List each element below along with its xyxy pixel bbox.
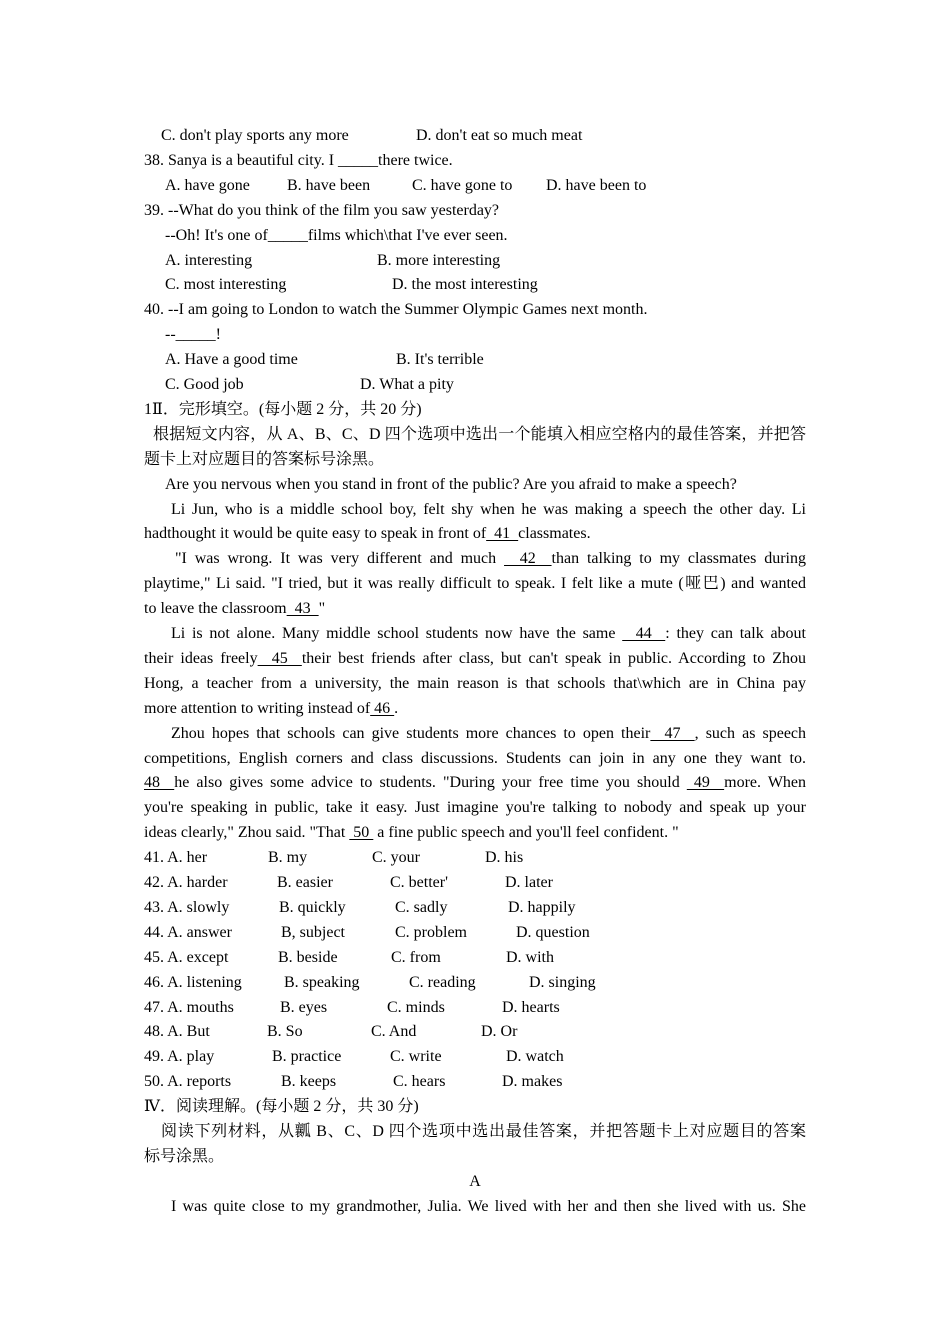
option-choice: B. So: [267, 1023, 303, 1041]
text-line: [144, 373, 806, 398]
text-segment: a fine public speech and you'll feel confident. ": [373, 824, 679, 842]
answer-blank: 46: [370, 699, 395, 717]
option-choice: 46. A. listening: [144, 973, 242, 991]
text-segment: Li Jun, who is a middle school boy, felt shy when he was making a speech the other day. Li: [171, 500, 806, 518]
text-line: [144, 1145, 806, 1170]
text-segment: ideas clearly," Zhou said. "That: [144, 824, 350, 842]
option-choice: C. Good job: [165, 376, 244, 393]
option-choice: C. sadly: [395, 898, 448, 916]
option-choice: C. hears: [393, 1073, 446, 1091]
text-segment: Are you nervous when you stand in front of the public? Are you afraid to make a speech?: [165, 475, 737, 493]
option-choice: C. from: [391, 948, 441, 966]
answer-blank: 50: [349, 824, 374, 842]
text-segment: Hong, a teacher from a university, the main reason is that schools that\which are in China pay: [144, 674, 806, 692]
text-line: [144, 522, 806, 547]
text-line: [144, 1045, 806, 1070]
text-segment: there twice.: [378, 151, 453, 169]
text-segment: Ⅳ．阅读理解。(每小题 2 分，共 30 分): [144, 1098, 419, 1116]
text-line: [144, 448, 806, 473]
text-line: [144, 249, 806, 274]
option-choice: C. problem: [395, 923, 467, 941]
text-line: [144, 174, 806, 199]
text-line: [144, 1095, 806, 1120]
text-line: [144, 224, 806, 249]
answer-blank: 49: [686, 774, 725, 792]
option-choice: D. later: [505, 874, 553, 891]
text-line: [144, 473, 806, 498]
text-segment: competitions, English corners and class discussions. Students can join in any one they want to.: [144, 749, 806, 767]
text-segment: 39. --What do you think of the film you saw yesterday?: [144, 201, 500, 219]
option-choice: 42. A. harder: [144, 874, 228, 891]
option-choice: B. speaking: [284, 973, 360, 991]
text-line: [144, 1070, 806, 1095]
option-choice: D. with: [506, 948, 554, 966]
option-choice: 45. A. except: [144, 948, 229, 966]
text-line: [144, 821, 806, 846]
option-choice: C. minds: [387, 998, 445, 1016]
text-line: [144, 1020, 806, 1045]
text-line: [144, 871, 806, 896]
option-choice: B. eyes: [280, 998, 328, 1016]
text-line: [144, 996, 806, 1021]
text-segment: 1Ⅱ．完形填空。(每小题 2 分，共 20 分): [144, 400, 422, 418]
text-segment: more. When: [724, 774, 807, 792]
answer-blank: 47: [650, 724, 695, 742]
option-choice: 50. A. reports: [144, 1073, 232, 1091]
text-segment: you're speaking in public, take it easy. Just imagine you're talking to nobody and speak up your: [144, 799, 806, 817]
option-choice: A. interesting: [165, 251, 253, 269]
option-choice: A. Have a good time: [165, 351, 298, 369]
option-choice: B. practice: [272, 1048, 342, 1066]
text-line: [144, 796, 806, 821]
answer-blank: 44: [622, 625, 666, 642]
text-segment: he also gives some advice to students. "During your free time you should: [174, 774, 687, 792]
text-line: [144, 572, 806, 597]
option-choice: B. my: [268, 849, 308, 867]
text-segment: classmates.: [518, 525, 591, 543]
text-segment: their ideas freely: [144, 649, 258, 667]
text-line: [144, 1120, 806, 1145]
text-segment: more attention to writing instead of: [144, 699, 371, 717]
option-choice: B. beside: [278, 948, 338, 966]
option-choice: B. It's terrible: [396, 351, 484, 369]
text-line: [144, 697, 806, 722]
option-choice: D. question: [516, 923, 590, 941]
text-segment: ": [318, 600, 326, 618]
text-line: [144, 398, 806, 423]
option-choice: D. singing: [529, 973, 596, 991]
option-choice: C. write: [390, 1048, 442, 1066]
option-choice: D. happily: [508, 898, 576, 916]
text-segment: : they can talk about: [665, 625, 807, 642]
text-segment: 阅读下列材料，从瓤 B、C、D 四个选项中选出最佳答案，并把答题卡上对应题目的答案: [161, 1123, 806, 1140]
text-line: [144, 547, 806, 572]
text-segment: 40. --I am going to London to watch the Summer Olympic Games next month.: [144, 301, 648, 319]
text-segment: A: [469, 1172, 481, 1190]
text-segment: , such as speech: [694, 724, 807, 742]
option-choice: C. have gone to: [412, 176, 513, 194]
text-line: [144, 647, 806, 672]
text-line: [144, 771, 806, 796]
text-line: [144, 846, 806, 871]
text-segment: 标号涂黑。: [144, 1147, 225, 1165]
text-segment: 38. Sanya is a beautiful city. I: [144, 151, 339, 169]
text-line: [144, 149, 806, 174]
option-choice: C. better': [390, 874, 448, 891]
text-line: [144, 896, 806, 921]
text-line: [144, 423, 806, 448]
text-segment: C. don't play sports any more: [161, 127, 349, 144]
option-choice: B. keeps: [281, 1073, 337, 1091]
option-choice: B, subject: [281, 923, 345, 941]
option-choice: D. Or: [481, 1023, 518, 1041]
option-choice: D. the most interesting: [392, 276, 538, 294]
text-segment: playtime," Li said. "I tried, but it was really difficult to speak. I felt like a mute (哑巴) and wanted: [144, 575, 806, 593]
text-segment: to leave the classroom: [144, 600, 287, 618]
option-choice: C. your: [372, 849, 420, 867]
option-choice: B. quickly: [279, 898, 346, 916]
text-segment: hadthought it would be quite easy to speak in front of: [144, 525, 487, 543]
option-choice: D. have been to: [546, 176, 647, 194]
text-line: [144, 946, 806, 971]
option-choice: 47. A. mouths: [144, 998, 234, 1016]
option-choice: A. have gone: [165, 176, 250, 194]
option-choice: D. makes: [502, 1073, 563, 1091]
text-line: [144, 298, 806, 323]
text-segment: Zhou hopes that schools can give students more chances to open their: [171, 724, 651, 742]
text-line: [144, 672, 806, 697]
text-line: [144, 597, 806, 622]
text-line: [144, 498, 806, 523]
option-choice: B. more interesting: [377, 251, 501, 269]
option-choice: 48. A. But: [144, 1023, 210, 1041]
text-line: [144, 622, 806, 647]
text-line: [144, 199, 806, 224]
text-segment: 题卡上对应题目的答案标号涂黑。: [144, 450, 385, 468]
text-line: [144, 747, 806, 772]
text-line: [144, 348, 806, 373]
option-choice: C. reading: [409, 973, 476, 991]
option-choice: D. What a pity: [360, 376, 454, 393]
text-segment: .: [394, 699, 399, 717]
option-choice: 49. A. play: [144, 1048, 215, 1066]
text-segment: --Oh! It's one of_____films which\that I've ever seen.: [165, 226, 508, 244]
text-segment: than talking to my classmates during: [551, 550, 806, 568]
text-segment: I was quite close to my grandmother, Julia. We lived with her and then she lived with us. She: [171, 1197, 806, 1215]
answer-blank: 41: [486, 525, 519, 543]
option-choice: D. watch: [506, 1048, 564, 1066]
text-line: [144, 722, 806, 747]
option-choice: 44. A. answer: [144, 923, 232, 941]
option-choice: B. have been: [287, 176, 371, 194]
option-choice: C. And: [371, 1023, 417, 1041]
text-line: [144, 273, 806, 298]
answer-blank: 45: [257, 649, 302, 667]
text-line: [144, 921, 806, 946]
option-choice: 43. A. slowly: [144, 898, 230, 916]
text-line: [144, 323, 806, 348]
text-line: [144, 124, 806, 149]
answer-blank: 42: [504, 550, 552, 568]
option-choice: D. hearts: [502, 998, 560, 1016]
option-choice: D. his: [485, 849, 524, 867]
option-choice: 41. A. her: [144, 849, 208, 867]
option-choice: C. most interesting: [165, 276, 287, 294]
text-segment: their best friends after class, but can't speak in public. According to Zhou: [301, 649, 807, 667]
option-choice: D. don't eat so much meat: [416, 127, 583, 144]
text-segment: "I was wrong. It was very different and much: [175, 550, 505, 568]
option-choice: B. easier: [277, 874, 333, 891]
text-segment: --_____!: [165, 326, 221, 344]
text-segment: _____: [338, 151, 379, 169]
answer-blank: 48: [144, 774, 175, 792]
text-line: [144, 1170, 806, 1195]
text-segment: Li is not alone. Many middle school students now have the same: [171, 625, 623, 642]
text-line: [144, 1195, 806, 1220]
text-segment: 根据短文内容，从 A、B、C、D 四个选项中选出一个能填入相应空格内的最佳答案，并把答: [153, 425, 806, 443]
text-line: [144, 971, 806, 996]
answer-blank: 43: [286, 600, 319, 618]
